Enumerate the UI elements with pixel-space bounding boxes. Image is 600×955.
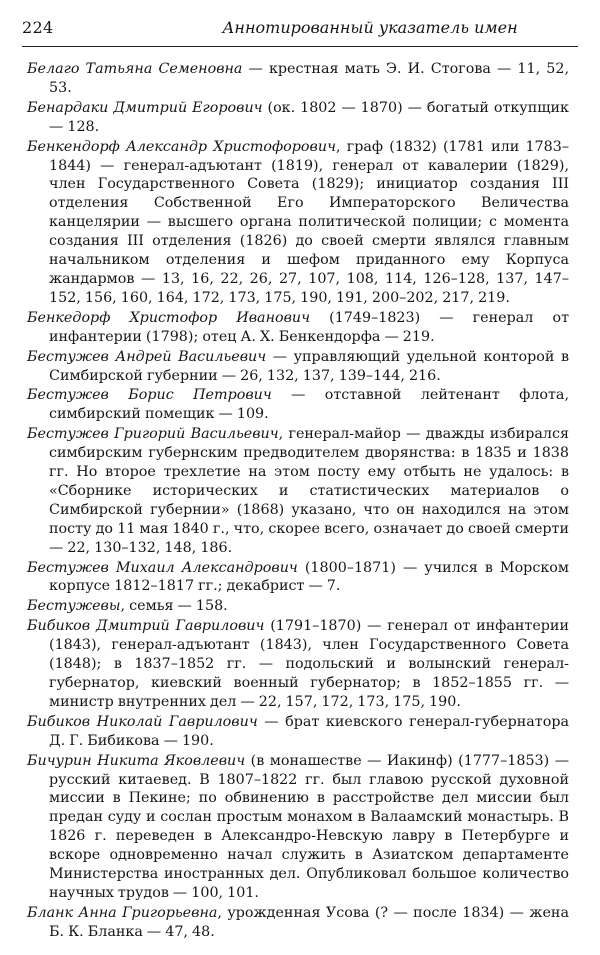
entry-text: (1749–1823) — генерал от инфантерии (1798); отец А. Х. Бенкендорфа — 219.: [49, 309, 569, 345]
index-entry: [27, 597, 569, 616]
entry-name: Бенкендорф Александр Христофорович: [27, 138, 336, 155]
name-index: [27, 60, 569, 943]
entry-name: Бестужев Андрей Васильевич: [27, 348, 267, 365]
index-entry: [27, 309, 569, 347]
index-entry: [27, 386, 569, 424]
entry-name: Белаго Татьяна Семеновна: [27, 61, 243, 77]
entry-text: (в монашестве — Иакинф) (1777–1853) — русский китаевед. В 1807–1822 гг. был главою русской духовной миссии в Пекине; по обвинению в расстройстве дел миссии был предан суду и сослан простым монахом в Валаамский монастырь. В 1826 г. переведен в Александро-Невскую лавру в Петербурге и вскоре одновременно начал служить в Азиатском департаменте Министерства иностранных дел. Опубликовал большое количество научных трудов — 100, 101.: [49, 752, 569, 901]
entry-name: Бестужев Григорий Васильевич: [27, 426, 279, 443]
entry-text: , граф (1832) (1781 или 1783–1844) — генерал-адъютант (1819), генерал от кавалерии (1829), член Государственного Совета (1829); инициатор создания III отделения Собственной Его Императорского Величества канцелярии — высшего органа политической полиции; с момента создания III отделения (1826) до своей смерти являлся главным начальником отделения и шефом приданного ему Корпуса жандармов — 13, 16, 22, 26, 27, 107, 108, 114, 126–128, 137, 147–152, 156, 160, 164, 172, 173, 175, 190, 191, 200–202, 217, 219.: [49, 138, 569, 306]
entry-text: , урожденная Усова (? — после 1834) — жена Б. К. Бланка — 47, 48.: [49, 904, 569, 940]
index-entry: [27, 752, 569, 903]
index-entry: [27, 617, 569, 712]
page-number: 224: [22, 18, 54, 37]
entry-text: — брат киевского генерал-губернатора Д. Г. Бибикова — 190.: [49, 713, 569, 749]
entry-name: Бестужев Михаил Александрович: [27, 559, 298, 576]
entry-text: — отставной лейтенант флота, симбирский помещик — 109.: [49, 387, 569, 423]
entry-text: , генерал-майор — дважды избирался симбирским губернским предводителем дворянства: в 1835 и 1838 гг. Но второе трехлетие на этом посту ему отбыть не удалось: в «Сборнике исторических и статистических материалов о Симбирской губернии» (1868) указано, что он находился на этом посту до 11 мая 1840 г., что, скорее всего, означает до своей смерти — 22, 130–132, 148, 186.: [49, 426, 569, 556]
index-entry: [27, 904, 569, 942]
entry-name: Бенкедорф Христофор Иванович: [27, 309, 311, 326]
entry-name: Бибиков Дмитрий Гаврилович: [27, 618, 265, 635]
index-entry: [27, 99, 569, 137]
index-entry: [27, 348, 569, 386]
entry-name: Бланк Анна Григорьевна: [27, 904, 218, 921]
entry-text: , семья — 158.: [120, 598, 228, 615]
running-header: [22, 6, 578, 47]
index-entry: [27, 559, 569, 597]
index-entry: [27, 425, 569, 557]
entry-text: — управляющий удельной конторой в Симбирской губернии — 26, 132, 137, 139–144, 216.: [49, 348, 570, 384]
index-entry: [27, 713, 569, 751]
index-entry: [27, 138, 569, 308]
entry-text: — крестная мать Э. И. Стогова — 11, 52, 53.: [49, 61, 569, 96]
entry-name: Бибиков Николай Гаврилович: [27, 713, 258, 730]
entry-text: (ок. 1802 — 1870) — богатый откупщик — 128.: [49, 99, 569, 135]
entry-name: Бестужевы: [27, 598, 121, 615]
entry-text: (1791–1870) — генерал от инфантерии (1843), генерал-адъютант (1843), член Государственного Совета (1848); в 1837–1852 гг. — подольский и волынский генерал-губернатор, киевский военный губернатор; в 1852–1855 гг. — министр внутренних дел — 22, 157, 172, 173, 175, 190.: [49, 618, 569, 710]
index-entry: [27, 60, 569, 98]
entry-name: Бичурин Никита Яковлевич: [27, 752, 246, 769]
entry-name: Бенардаки Дмитрий Егорович: [27, 99, 263, 116]
entry-text: (1800–1871) — учился в Морском корпусе 1812–1817 гг.; декабрист — 7.: [49, 559, 570, 595]
running-title: Аннотированный указатель имен: [222, 18, 518, 37]
entry-name: Бестужев Борис Петрович: [27, 387, 272, 404]
